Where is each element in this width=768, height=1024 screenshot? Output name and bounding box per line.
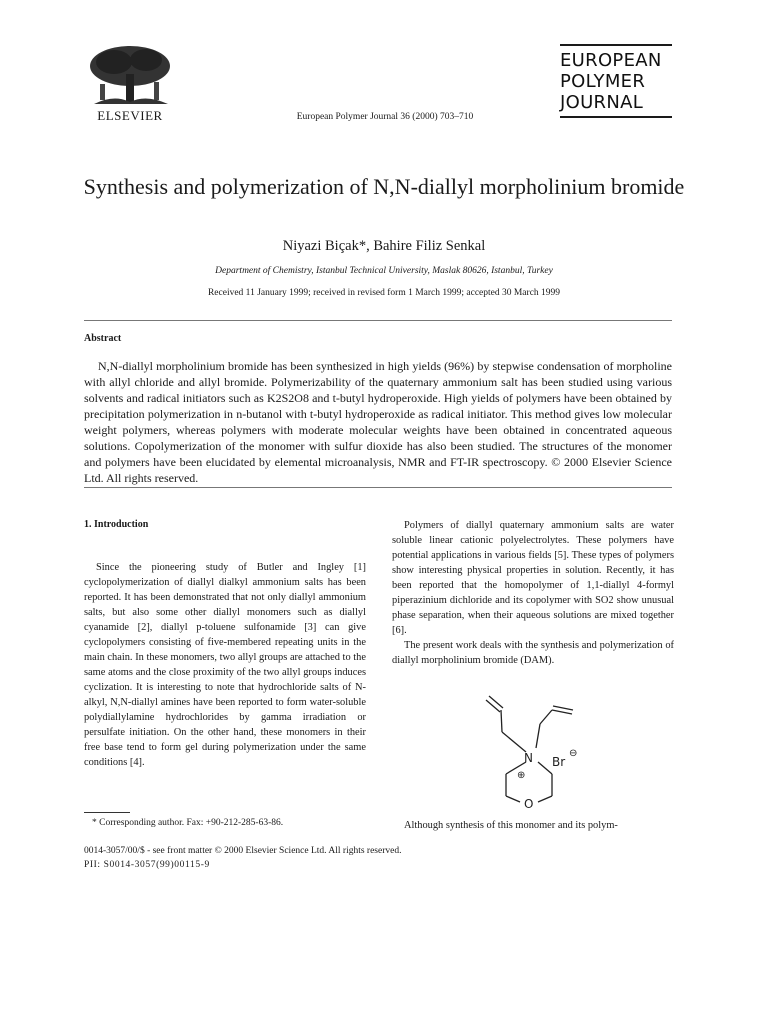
authors: Niyazi Biçak*, Bahire Filiz Senkal	[282, 238, 486, 254]
abstract-heading: Abstract	[84, 333, 122, 344]
received-dates: Received 11 January 1999; received in revised form 1 March 1999; accepted 30 March 1999	[207, 288, 561, 298]
nitrogen-label: N	[524, 751, 533, 765]
footnote-rule	[84, 812, 130, 813]
journal-reference: European Polymer Journal 36 (2000) 703–710	[296, 112, 474, 122]
front-matter: 0014-3057/00/$ - see front matter © 2000 Elsevier Science Ltd. All rights reserved.	[84, 846, 402, 856]
affiliation: Department of Chemistry, Istanbul Technical University, Maslak 80626, Istanbul, Turkey	[215, 266, 553, 276]
dam-structure-diagram	[480, 688, 590, 814]
publisher-name: ELSEVIER	[97, 108, 163, 123]
right-column	[392, 518, 674, 668]
corresponding-author-footnote: * Corresponding author. Fax: +90-212-285-63-86.	[92, 818, 284, 828]
pii-code: PII: S0014-3057(99)00115-9	[84, 860, 210, 870]
divider-abstract	[84, 487, 672, 488]
intro-paragraph-2: Polymers of diallyl quaternary ammonium salts are water soluble linear cationic polyelectrolytes. These polymers have potential applications in various fields [5]. These types of polymers show interesting physical properties in solution. Recently, it has been reported that the homopolymer of 1,1-diallyl 4-formyl piperazinium dichloride and its copolymer with SO2 show unusual phase separation, when their aqueous solutions are mixed together [6].	[392, 520, 674, 636]
oxygen-label: O	[524, 797, 534, 811]
journal-brand	[560, 44, 672, 118]
brand-line-1: EUROPEAN	[560, 50, 662, 71]
intro-paragraph: Since the pioneering study of Butler and Ingley [1] cyclopolymerization of diallyl dialkyl ammonium salts has been reported. It has been demonstrated that not only diallyl ammonium salts, but also some other diallyl monomers such as diallyl cyanamide [2], diallyl p-toluene sulfonamide [3] can give cyclopolymers consisting of five-membered repeating units in the main chain. In these monomers, two allyl groups are attached to the same atoms and the close proximity of the two allyl groups induces cyclization. It is interesting to note that hydrochloride salts of N-alkyl, N,N-diallyl amines have been reported to form water-soluble polydiallylamine hydrochlorides by gamma irradiation or persulfate initiation. On the other hand, these monomers in their free base tend to form gel during polymerization under the same conditions [4].	[84, 562, 366, 768]
divider-top	[84, 320, 672, 321]
continuation-text: Although synthesis of this monomer and its polym-	[404, 820, 618, 831]
brand-line-2: POLYMER	[560, 71, 646, 92]
intro-paragraph-3: The present work deals with the synthesis and polymerization of diallyl morpholinium bromide (DAM).	[392, 640, 674, 666]
positive-charge-icon: ⊕	[517, 770, 526, 781]
left-column	[84, 560, 366, 770]
bromide-label: Br	[552, 755, 566, 769]
paper-title: Synthesis and polymerization of N,N-diallyl morpholinium bromide	[83, 174, 685, 199]
negative-charge-icon: ⊖	[569, 748, 578, 759]
abstract-text: N,N-diallyl morpholinium bromide has been synthesized in high yields (96%) by stepwise condensation of morpholine with allyl chloride and allyl bromide. Polymerizability of the quaternary ammonium salt has been studied using various solvents and radical initiators such as K2S2O8 and t-butyl hydroperoxide. High yields of polymers have been obtained by precipitation polymerization in n-butanol with t-butyl hydroperoxide as radical initiator. This method gives low molecular weight polymers, whereas polymers with moderate molecular weights have been obtained in concentrated aqueous solutions. Copolymerization of the monomer with sulfur dioxide has also been studied. The structures of the monomer and polymers have been elucidated by elemental microanalysis, NMR and FT-IR spectroscopy. © 2000 Elsevier Science Ltd. All rights reserved.	[84, 359, 672, 485]
section-heading: 1. Introduction	[84, 519, 149, 530]
brand-line-3: JOURNAL	[560, 92, 644, 113]
